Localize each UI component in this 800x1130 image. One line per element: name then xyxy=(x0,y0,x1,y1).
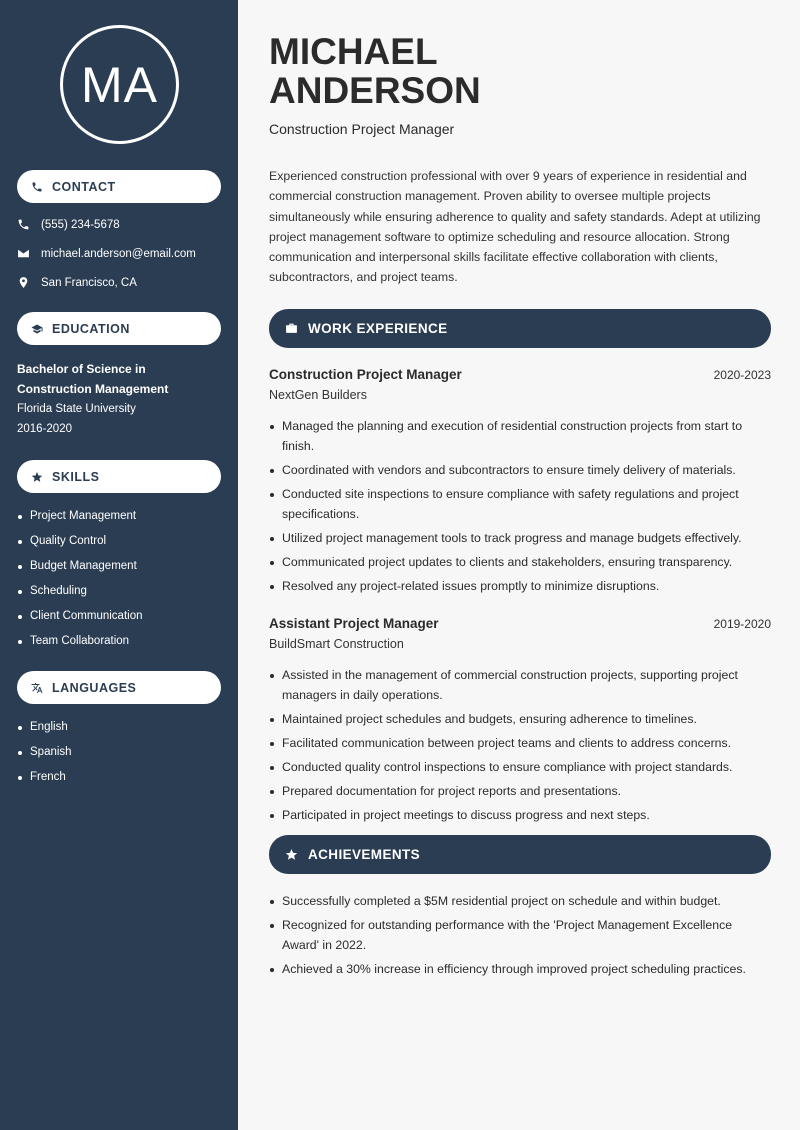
job-bullets xyxy=(269,665,771,825)
briefcase-icon xyxy=(285,322,298,335)
job-bullet: Utilized project management tools to track progress and manage budgets effectively. xyxy=(269,528,771,548)
skill-item: Budget Management xyxy=(17,554,226,579)
school: Florida State University xyxy=(17,403,136,415)
full-name xyxy=(269,32,771,110)
job-entry-dates: 2019-2020 xyxy=(713,616,771,631)
language-item: English xyxy=(17,715,226,740)
job-entry xyxy=(269,616,771,829)
education-section xyxy=(17,359,226,439)
languages-heading xyxy=(17,671,221,704)
skills-heading-label: SKILLS xyxy=(52,469,100,484)
star-icon xyxy=(31,471,43,483)
star-icon xyxy=(285,848,298,861)
achievements-heading xyxy=(269,835,771,874)
degree-line1: Bachelor of Science in xyxy=(17,362,146,376)
job-entry-title: Assistant Project Manager xyxy=(269,615,439,631)
contact-heading-label: CONTACT xyxy=(52,179,116,194)
job-bullet: Maintained project schedules and budgets, ensuring adherence to timelines. xyxy=(269,709,771,729)
achievements-list xyxy=(269,891,771,983)
avatar-initials: MA xyxy=(60,25,179,144)
contact-heading xyxy=(17,170,221,203)
envelope-icon xyxy=(17,247,30,260)
main-content xyxy=(269,32,771,983)
job-entry-title: Construction Project Manager xyxy=(269,366,462,382)
job-bullet: Participated in project meetings to discuss progress and next steps. xyxy=(269,805,771,825)
sidebar xyxy=(0,0,238,1130)
degree-line2: Construction Management xyxy=(17,382,169,396)
skill-item: Project Management xyxy=(17,504,226,529)
job-bullet: Communicated project updates to clients and stakeholders, ensuring transparency. xyxy=(269,552,771,572)
skills-heading xyxy=(17,460,221,493)
phone-icon xyxy=(17,218,30,231)
contact-location xyxy=(17,268,226,297)
skill-item: Client Communication xyxy=(17,604,226,629)
phone-text: (555) 234-5678 xyxy=(41,218,120,231)
language-item: French xyxy=(17,765,226,790)
achievement-item: Successfully completed a $5M residential project on schedule and within budget. xyxy=(269,891,771,911)
work-experience-heading xyxy=(269,309,771,348)
education-years: 2016-2020 xyxy=(17,423,72,435)
job-bullet: Assisted in the management of commercial construction projects, supporting project managers in daily operations. xyxy=(269,665,771,705)
achievement-item: Recognized for outstanding performance with the 'Project Management Excellence Award' in 2022. xyxy=(269,915,771,955)
summary: Experienced construction professional with over 9 years of experience in residential and commercial construction management. Proven ability to oversee multiple projects simultaneously while ensuring adherence to quality and safety standards. Adept at utilizing project management software to optimize scheduling and resource allocation. Strong communication and interpersonal skills facilitate effective collaboration with clients, subcontractors, and project teams. xyxy=(269,169,761,285)
job-bullet: Resolved any project-related issues promptly to minimize disruptions. xyxy=(269,576,771,596)
achievements-heading-label: ACHIEVEMENTS xyxy=(308,846,421,862)
translate-icon xyxy=(31,682,43,694)
job-bullet: Managed the planning and execution of residential construction projects from start to finish. xyxy=(269,416,771,456)
job-bullet: Coordinated with vendors and subcontractors to ensure timely delivery of materials. xyxy=(269,460,771,480)
map-pin-icon xyxy=(17,276,30,289)
job-entry xyxy=(269,367,771,600)
contact-phone xyxy=(17,210,226,239)
email-text: michael.anderson@email.com xyxy=(41,247,196,260)
skill-item: Team Collaboration xyxy=(17,629,226,654)
job-entry-company: NextGen Builders xyxy=(269,387,367,402)
name-line2: ANDERSON xyxy=(269,70,481,111)
language-item: Spanish xyxy=(17,740,226,765)
languages-list xyxy=(17,715,226,790)
job-title: Construction Project Manager xyxy=(269,121,455,137)
job-bullet: Facilitated communication between project teams and clients to address concerns. xyxy=(269,733,771,753)
skill-item: Scheduling xyxy=(17,579,226,604)
skills-list xyxy=(17,504,226,654)
contact-email xyxy=(17,239,226,268)
languages-heading-label: LANGUAGES xyxy=(52,680,137,695)
achievement-item: Achieved a 30% increase in efficiency through improved project scheduling practices. xyxy=(269,959,771,979)
job-entry-dates: 2020-2023 xyxy=(713,367,771,382)
job-bullet: Prepared documentation for project reports and presentations. xyxy=(269,781,771,801)
job-bullet: Conducted quality control inspections to ensure compliance with project standards. xyxy=(269,757,771,777)
graduation-cap-icon xyxy=(31,323,43,335)
skill-item: Quality Control xyxy=(17,529,226,554)
location-text: San Francisco, CA xyxy=(41,276,137,289)
name-line1: MICHAEL xyxy=(269,31,438,72)
education-heading-label: EDUCATION xyxy=(52,321,130,336)
contact-section xyxy=(17,210,226,297)
phone-icon xyxy=(31,181,43,193)
job-bullets xyxy=(269,416,771,596)
job-bullet: Conducted site inspections to ensure compliance with safety regulations and project specifications. xyxy=(269,484,771,524)
education-heading xyxy=(17,312,221,345)
job-entry-company: BuildSmart Construction xyxy=(269,636,404,651)
work-heading-label: WORK EXPERIENCE xyxy=(308,320,448,336)
